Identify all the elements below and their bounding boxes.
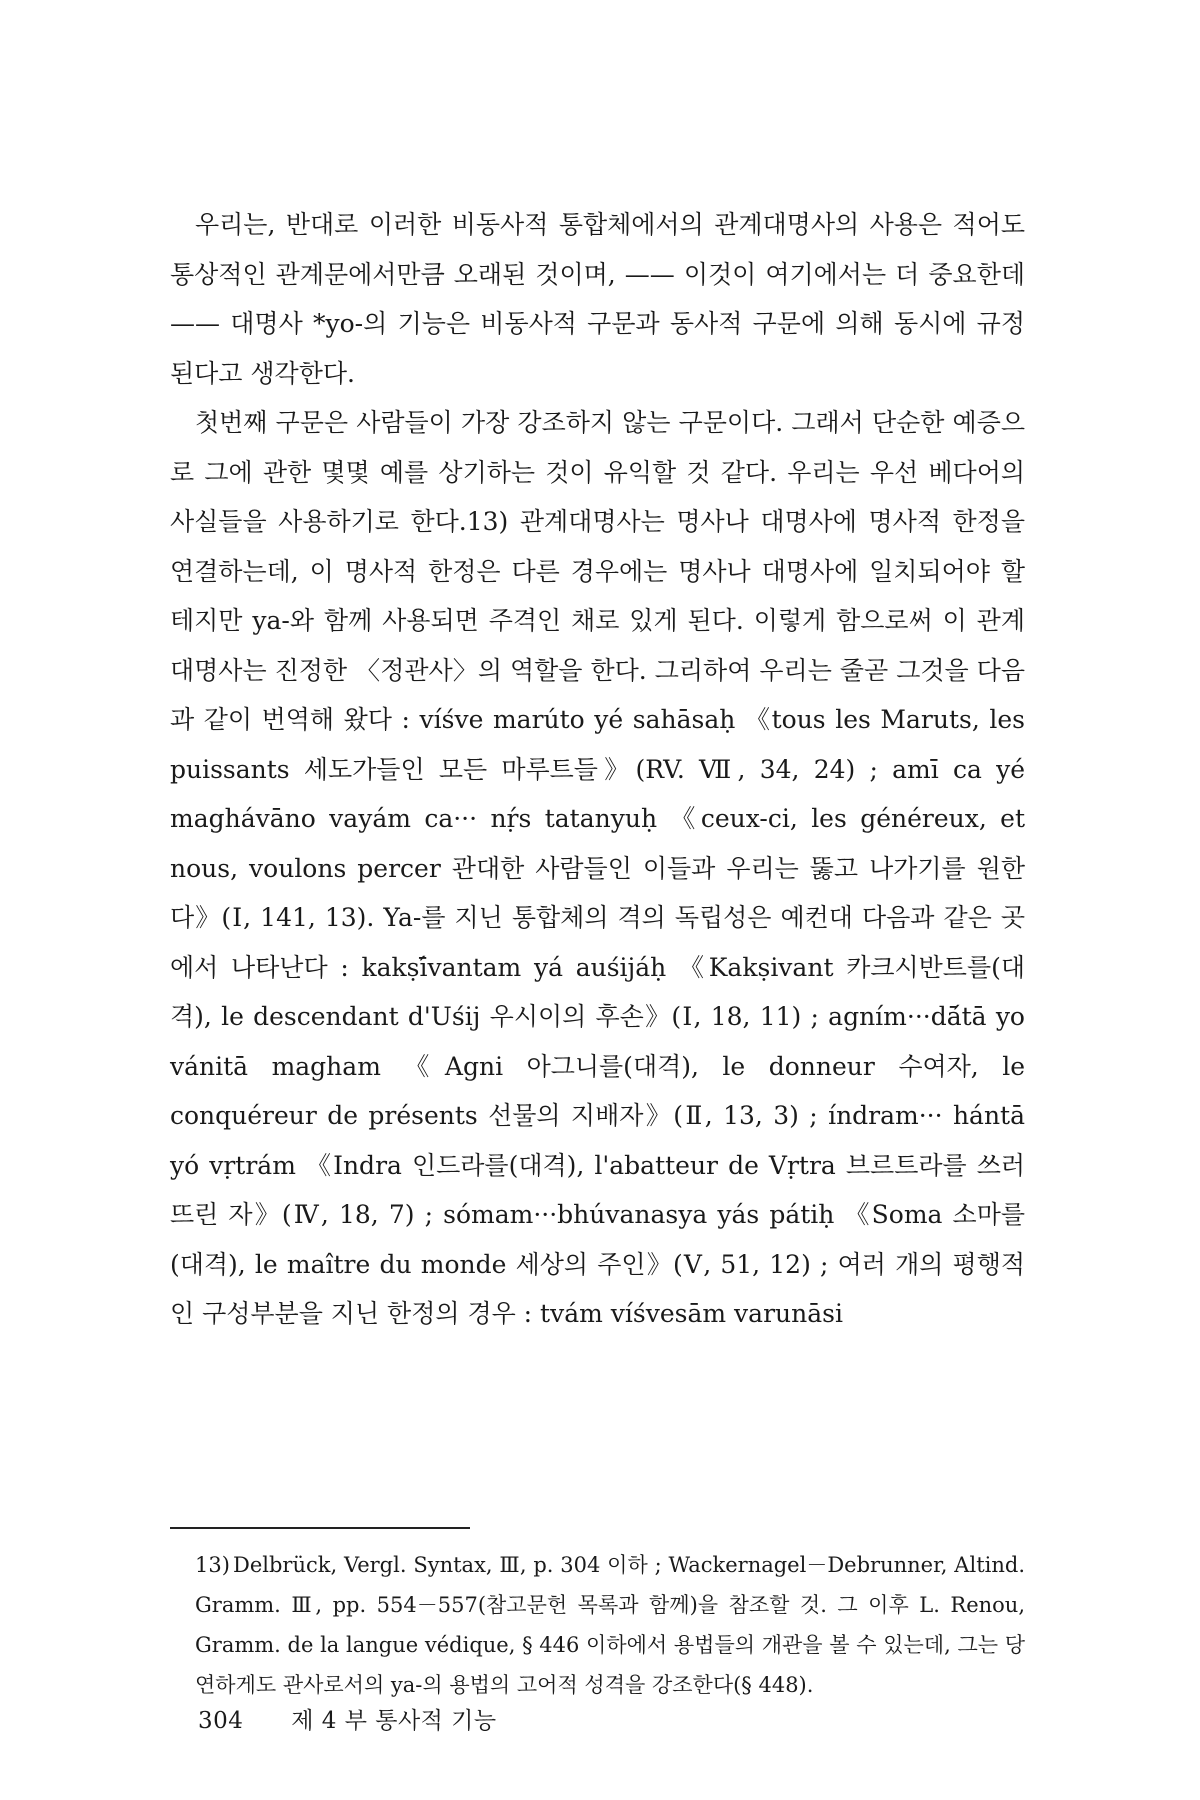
footnote-13 [195,1545,1025,1705]
paragraph-2: 첫번째 구문은 사람들이 가장 강조하지 않는 구문이다. 그래서 단순한 예증으로 그에 관한 몇몇 예를 상기하는 것이 유익할 것 같다. 우리는 우선 베다어의 사실들을 사용하기로 한다.13) 관계대명사는 명사나 대명사에 명사적 한정을 연결하는데, 이 명사적 한정은 다른 경우에는 명사나 대명사에 일치되어야 할 테지만 ya-와 함께 사용되면 주격인 채로 있게 된다. 이렇게 함으로써 이 관계대명사는 진정한 〈정관사〉의 역할을 한다. 그리하여 우리는 줄곧 그것을 다음과 같이 번역해 왔다 : víśve marúto yé sahāsaḥ 《tous les Maruts, les puissants 세도가들인 모든 마루트들》(RV. Ⅶ, 34, 24) ; amī ca yé maghávāno vayám ca··· nṛ́s tatanyuḥ 《ceux-ci, les généreux, et nous, voulons percer 관대한 사람들인 이들과 우리는 뚫고 나가기를 원한다》(Ⅰ, 141, 13). Ya-를 지닌 통합체의 격의 독립성은 예컨대 다음과 같은 곳에서 나타난다 : kakṣī́vantam yá auśijáḥ 《Kakṣivant 카크시반트를(대격), le descendant d'Uśij 우시이의 후손》(Ⅰ, 18, 11) ; agním···dā́tā yo vánitā magham 《Agni 아그니를(대격), le donneur 수여자, le conquéreur de présents 선물의 지배자》(Ⅱ, 13, 3) ; índram··· hántā yó vṛtrám 《Indra 인드라를(대격), l'abatteur de Vṛtra 브르트라를 쓰러뜨린 자》(Ⅳ, 18, 7) ; sómam···bhúvanasya yás pátiḥ 《Soma 소마를(대격), le maître du monde 세상의 주인》(Ⅴ, 51, 12) ; 여러 개의 평행적인 구성부분을 지닌 한정의 경우 : tvám víśvesām varunāsi [170,408,1025,1328]
main-text-block [170,200,1025,1339]
page-number: 304 [198,1708,244,1734]
paragraph-1: 우리는, 반대로 이러한 비동사적 통합체에서의 관계대명사의 사용은 적어도 통상적인 관계문에서만큼 오래된 것이며, —— 이것이 여기에서는 더 중요한데 —— 대명사 *yo-의 기능은 비동사적 구문과 동사적 구문에 의해 동시에 규정된다고 생각한다. [170,210,1025,388]
body-text [170,200,1025,1339]
running-head: 제 4 부 통사적 기능 [291,1708,497,1734]
page-footer [198,1702,497,1735]
footnote-text: Delbrück, Vergl. Syntax, Ⅲ, p. 304 이하 ; Wackernagel－Debrunner, Altind. Gramm. Ⅲ, pp. 554－557(참고문헌 목록과 함께)을 참조할 것. 그 이후 L. Renou, Gramm. de la langue védique, § 446 이하에서 용법들의 개관을 볼 수 있는데, 그는 당연하게도 관사로서의 ya-의 용법의 고어적 성격을 강조한다(§ 448). [195,1553,1025,1697]
footnote-divider [170,1527,470,1529]
footnote-number: 13) [195,1553,230,1577]
